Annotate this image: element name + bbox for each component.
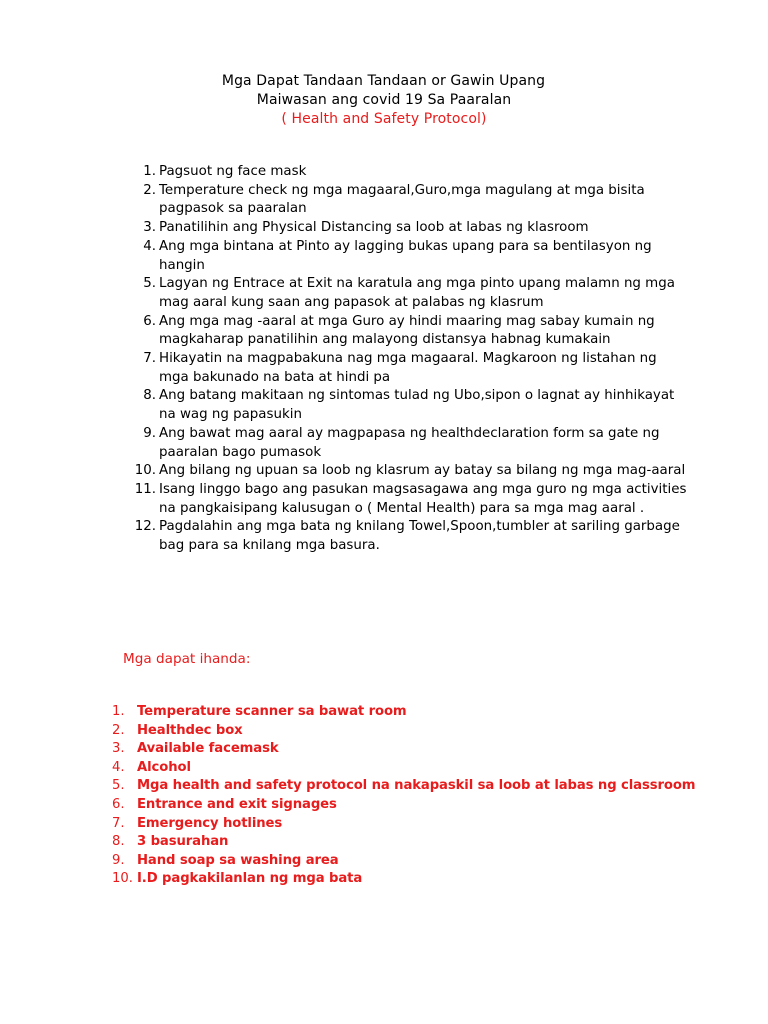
list-item	[130, 518, 690, 555]
list-item-text: Hikayatin na magpabakuna nag mga magaaral. Magkaroon ng listahan ng mga bakunado na bata at hindi pa	[159, 351, 657, 385]
document-title	[0, 72, 768, 129]
list-item-text: Ang bawat mag aaral ay magpapasa ng healthdeclaration form sa gate ng paaralan bago pumasok	[159, 425, 660, 460]
list-item-text: I.D pagkakilanlan ng mga bata	[137, 871, 363, 887]
list-item-text: Mga health and safety protocol na nakapaskil sa loob at labas ng classroom	[137, 778, 696, 794]
list-item	[112, 833, 712, 852]
list-item-number: 7.	[143, 351, 156, 367]
list-item-number: 6.	[112, 796, 125, 812]
list-item-text: Temperature check ng mga magaaral,Guro,mga magulang at mga bisita pagpasok sa paaralan	[159, 182, 645, 217]
list-item	[130, 219, 690, 238]
list-item-number: 5.	[143, 276, 156, 292]
list-item	[112, 796, 712, 815]
list-item-number: 7.	[112, 815, 125, 831]
list-item-number: 9.	[143, 425, 156, 441]
list-item-number: 2.	[112, 722, 125, 738]
title-line-3: ( Health and Safety Protocol)	[281, 111, 487, 127]
list-item-number: 6.	[143, 313, 156, 329]
list-item-text: Lagyan ng Entrace at Exit na karatula ang mga pinto upang malamn ng mga mag aaral kung saan ang papasok at palabas ng klasrum	[159, 276, 675, 310]
list-item-number: 2.	[143, 182, 156, 198]
list-item-number: 12.	[134, 519, 156, 535]
list-item	[112, 759, 712, 778]
list-item	[130, 481, 690, 518]
list-item-number: 4.	[112, 759, 125, 775]
list-item-text: Temperature scanner sa bawat room	[137, 704, 407, 719]
list-item	[130, 163, 690, 182]
list-item-text: Pagdalahin ang mga bata ng knilang Towel,Spoon,tumbler at sariling garbage bag para sa knilang mga basura.	[159, 519, 680, 554]
list-item-text: Entrance and exit signages	[137, 796, 337, 812]
list-item-number: 1.	[143, 164, 156, 179]
list-item-number: 11.	[134, 481, 156, 497]
list-item-text: Available facemask	[137, 741, 279, 757]
list-item	[112, 777, 712, 796]
list-item-text: Ang mga bintana at Pinto ay lagging bukas upang para sa bentilasyon ng hangin	[159, 238, 652, 273]
list-item	[130, 425, 690, 462]
list-item	[130, 275, 690, 312]
list-item-number: 10.	[134, 463, 156, 479]
list-item-number: 3.	[112, 741, 125, 757]
list-item-number: 8.	[143, 388, 156, 404]
list-item-number: 4.	[143, 238, 156, 254]
title-line-2: Maiwasan ang covid 19 Sa Paaralan	[256, 92, 512, 108]
list-item-text: Pagsuot ng face mask	[159, 164, 307, 179]
list-item-text: Panatilihin ang Physical Distancing sa loob at labas ng klasroom	[159, 220, 589, 236]
list-item-number: 8.	[112, 834, 125, 850]
list-item-number: 10.	[112, 871, 133, 887]
list-item-text: Isang linggo bago ang pasukan magsasagawa ang mga guro ng mga activities na pangkaisipang kalusugan o ( Mental Health) para sa mga mag aaral .	[159, 481, 687, 516]
list-item-number: 3.	[143, 220, 156, 236]
list-item	[130, 313, 690, 350]
list-item	[112, 815, 712, 834]
list-item	[130, 387, 690, 424]
list-item-text: 3 basurahan	[137, 834, 229, 850]
list-item	[112, 740, 712, 759]
list-item	[112, 703, 712, 722]
list-item-text: Hand soap sa washing area	[137, 852, 339, 868]
list-item-text: Emergency hotlines	[137, 815, 283, 831]
title-line-1: Mga Dapat Tandaan Tandaan or Gawin Upang	[221, 73, 546, 89]
prepare-list	[112, 703, 712, 889]
list-item	[112, 722, 712, 741]
list-item	[112, 870, 712, 889]
list-item-number: 1.	[112, 704, 125, 719]
protocol-list	[130, 163, 690, 556]
list-item-text: Alcohol	[137, 759, 191, 775]
list-item	[130, 182, 690, 219]
list-item-text: Ang batang makitaan ng sintomas tulad ng Ubo,sipon o lagnat ay hinhikayat na wag ng papasukin	[159, 388, 675, 423]
list-item	[130, 238, 690, 275]
list-item-text: Ang bilang ng upuan sa loob ng klasrum ay batay sa bilang ng mga mag-aaral	[159, 463, 686, 479]
list-item-text: Ang mga mag -aaral at mga Guro ay hindi maaring mag sabay kumain ng magkaharap panatilihin ang malayong distansya habnag kumakain	[159, 313, 655, 348]
list-item	[130, 462, 690, 481]
list-item	[112, 852, 712, 871]
list-item-text: Healthdec box	[137, 722, 243, 738]
list-item	[130, 350, 690, 387]
list-item-number: 5.	[112, 778, 125, 794]
list-item-number: 9.	[112, 852, 125, 868]
prepare-heading: Mga dapat ihanda:	[123, 651, 251, 667]
